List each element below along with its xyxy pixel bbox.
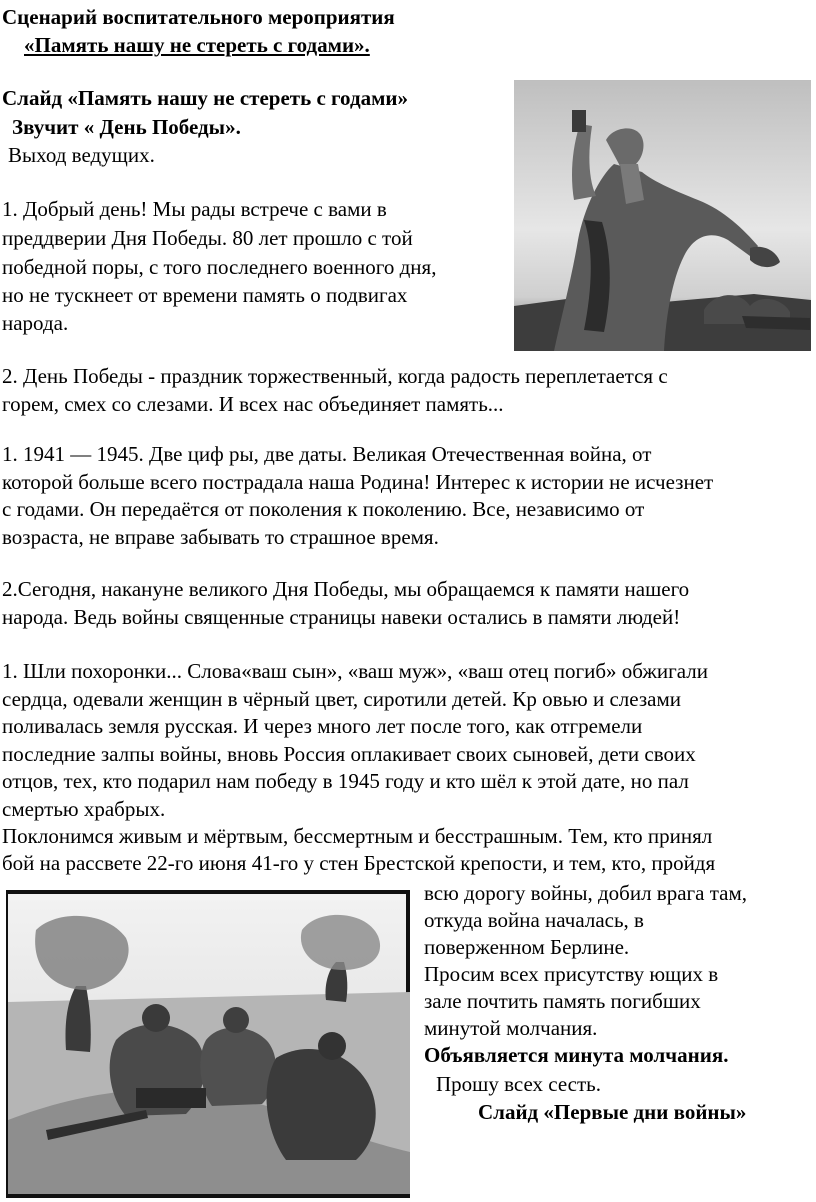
paragraph-5-line: поливалась земля русская. И через много лет после того, как отгремели: [2, 714, 643, 738]
paragraph-5-line: сердца, одевали женщин в чёрный цвет, сиротили детей. Кр овью и слезами: [2, 687, 682, 711]
paragraph-6-line: минутой молчания.: [424, 1016, 598, 1040]
paragraph-3-line: возраста, не вправе забывать то страшное время.: [2, 525, 439, 549]
paragraph-4-line: 2.Сегодня, накануне великого Дня Победы, мы обращаемся к памяти нашего: [2, 577, 690, 601]
paragraph-6-line: зале почтить память погибших: [424, 989, 701, 1013]
paragraph-5-line: 1. Шли похоронки... Слова«ваш сын», «ваш муж», «ваш отец погиб» обжигали: [2, 659, 709, 683]
soldier-attack-photo: [514, 80, 811, 351]
silence-announcement: Объявляется минута молчания.: [424, 1043, 729, 1067]
paragraph-1-line: но не тускнеет от времени память о подвигах: [2, 283, 408, 307]
paragraph-4-line: народа. Ведь войны священные страницы навеки остались в памяти людей!: [2, 605, 681, 629]
paragraph-6-line: поверженном Берлине.: [424, 935, 630, 959]
next-slide-title: Слайд «Первые дни войны»: [478, 1100, 747, 1124]
paragraph-6-line: Просим всех присутству ющих в: [424, 962, 719, 986]
hosts-enter: Выход ведущих.: [8, 143, 155, 167]
paragraph-5-line: смертью храбрых.: [2, 797, 166, 821]
soldiers-trench-photo: [6, 890, 410, 1198]
paragraph-5-line: последние залпы войны, вновь Россия оплакивает своих сыновей, дети своих: [2, 742, 696, 766]
paragraph-5-line: отцов, тех, кто подарил нам победу в 1945 году и кто шёл к этой дате, но пал: [2, 769, 689, 793]
paragraph-1-line: преддверии Дня Победы. 80 лет прошло с той: [2, 226, 413, 250]
please-sit: Прошу всех сесть.: [436, 1072, 601, 1096]
paragraph-5-line: Поклонимся живым и мёртвым, бессмертным и бесстрашным. Тем, кто принял: [2, 824, 713, 848]
paragraph-1-line: 1. Добрый день! Мы рады встрече с вами в: [2, 197, 387, 221]
slide-title: Слайд «Память нашу не стереть с годами»: [2, 86, 408, 110]
paragraph-1-line: народа.: [2, 311, 69, 335]
paragraph-6-line: откуда война началась, в: [424, 908, 644, 932]
music-cue: Звучит « День Победы».: [12, 115, 241, 139]
paragraph-2-line: 2. День Победы - праздник торжественный, когда радость переплетается с: [2, 364, 668, 388]
scenario-title: Сценарий воспитательного мероприятия: [2, 5, 395, 29]
paragraph-1-line: победной поры, с того последнего военного дня,: [2, 255, 437, 279]
paragraph-3-line: с годами. Он передаётся от поколения к поколению. Все, независимо от: [2, 497, 645, 521]
paragraph-2-line: горем, смех со слезами. И всех нас объединяет память...: [2, 392, 504, 416]
paragraph-3-line: которой больше всего пострадала наша Родина! Интерес к истории не исчезнет: [2, 470, 714, 494]
paragraph-5-line: бой на рассвете 22-го июня 41-го у стен Брестской крепости, и тем, кто, пройдя: [2, 851, 716, 875]
paragraph-6-line: всю дорогу войны, добил врага там,: [424, 881, 748, 905]
event-title: «Память нашу не стереть с годами».: [24, 33, 370, 57]
paragraph-3-line: 1. 1941 — 1945. Две циф ры, две даты. Великая Отечественная война, от: [2, 442, 652, 466]
